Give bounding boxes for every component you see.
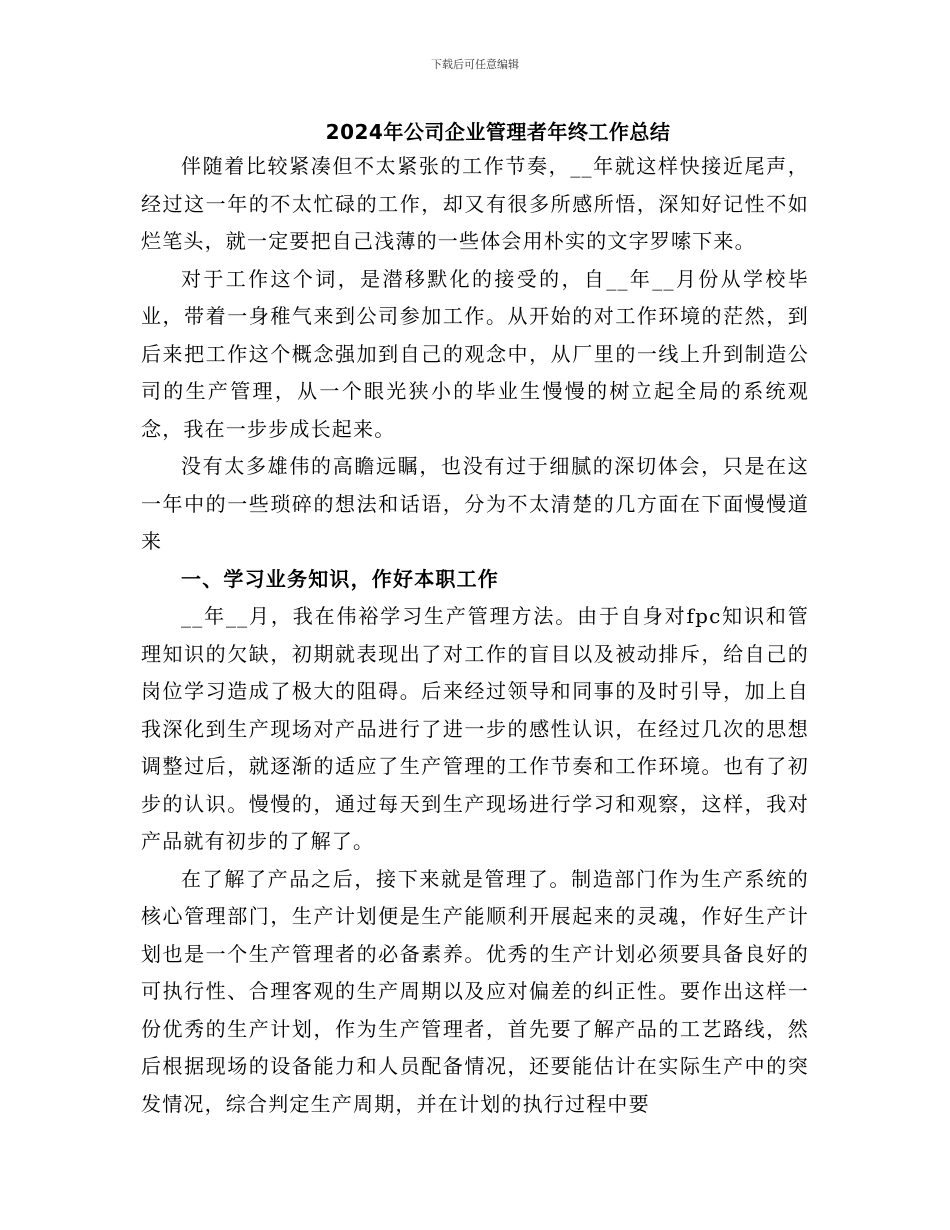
header-note: 下载后可任意编辑 (431, 58, 519, 71)
paragraph: 伴随着比较紧凑但不太紧张的工作节奏，__年就这样快接近尾声，经过这一年的不太忙碌的工作，却又有很多所感所悟，深知好记性不如烂笔头，就一定要把自己浅薄的一些体会用朴实的文字罗嗦下来。 (141, 154, 809, 253)
paragraph: __年__月，我在伟裕学习生产管理方法。由于自身对fpc知识和管理知识的欠缺，初期就表现出了对工作的盲目以及被动排斥，给自己的岗位学习造成了极大的阻碍。后来经过领导和同事的及时引导，加上自我深化到生产现场对产品进行了进一步的感性认识，在经过几次的思想调整过后，就逐渐的适应了生产管理的工作节奏和工作环境。也有了初步的认识。慢慢的，通过每天到生产现场进行学习和观察，这样，我对产品就有初步的了解了。 (141, 604, 809, 853)
document-body (141, 148, 809, 1123)
paragraph: 在了解了产品之后，接下来就是管理了。制造部门作为生产系统的核心管理部门，生产计划便是生产能顺利开展起来的灵魂，作好生产计划也是一个生产管理者的必备素养。优秀的生产计划必须要具备良好的可执行性、合理客观的生产周期以及应对偏差的纠正性。要作出这样一份优秀的生产计划，作为生产管理者，首先要了解产品的工艺路线，然后根据现场的设备能力和人员配备情况，还要能估计在实际生产中的突发情况，综合判定生产周期，并在计划的执行过程中要 (141, 866, 809, 1116)
document-title: 2024年公司企业管理者年终工作总结 (325, 120, 671, 144)
section-heading: 一、学习业务知识，作好本职工作 (181, 566, 499, 591)
paragraph: 没有太多雄伟的高瞻远瞩，也没有过于细腻的深切体会，只是在这一年中的一些琐碎的想法和话语，分为不太清楚的几方面在下面慢慢道来 (141, 454, 809, 553)
paragraph: 对于工作这个词，是潜移默化的接受的，自__年__月份从学校毕业，带着一身稚气来到公司参加工作。从开始的对工作环境的茫然，到后来把工作这个概念强加到自己的观念中，从厂里的一线上升到制造公司的生产管理，从一个眼光狭小的毕业生慢慢的树立起全局的系统观念，我在一步步成长起来。 (141, 266, 809, 441)
